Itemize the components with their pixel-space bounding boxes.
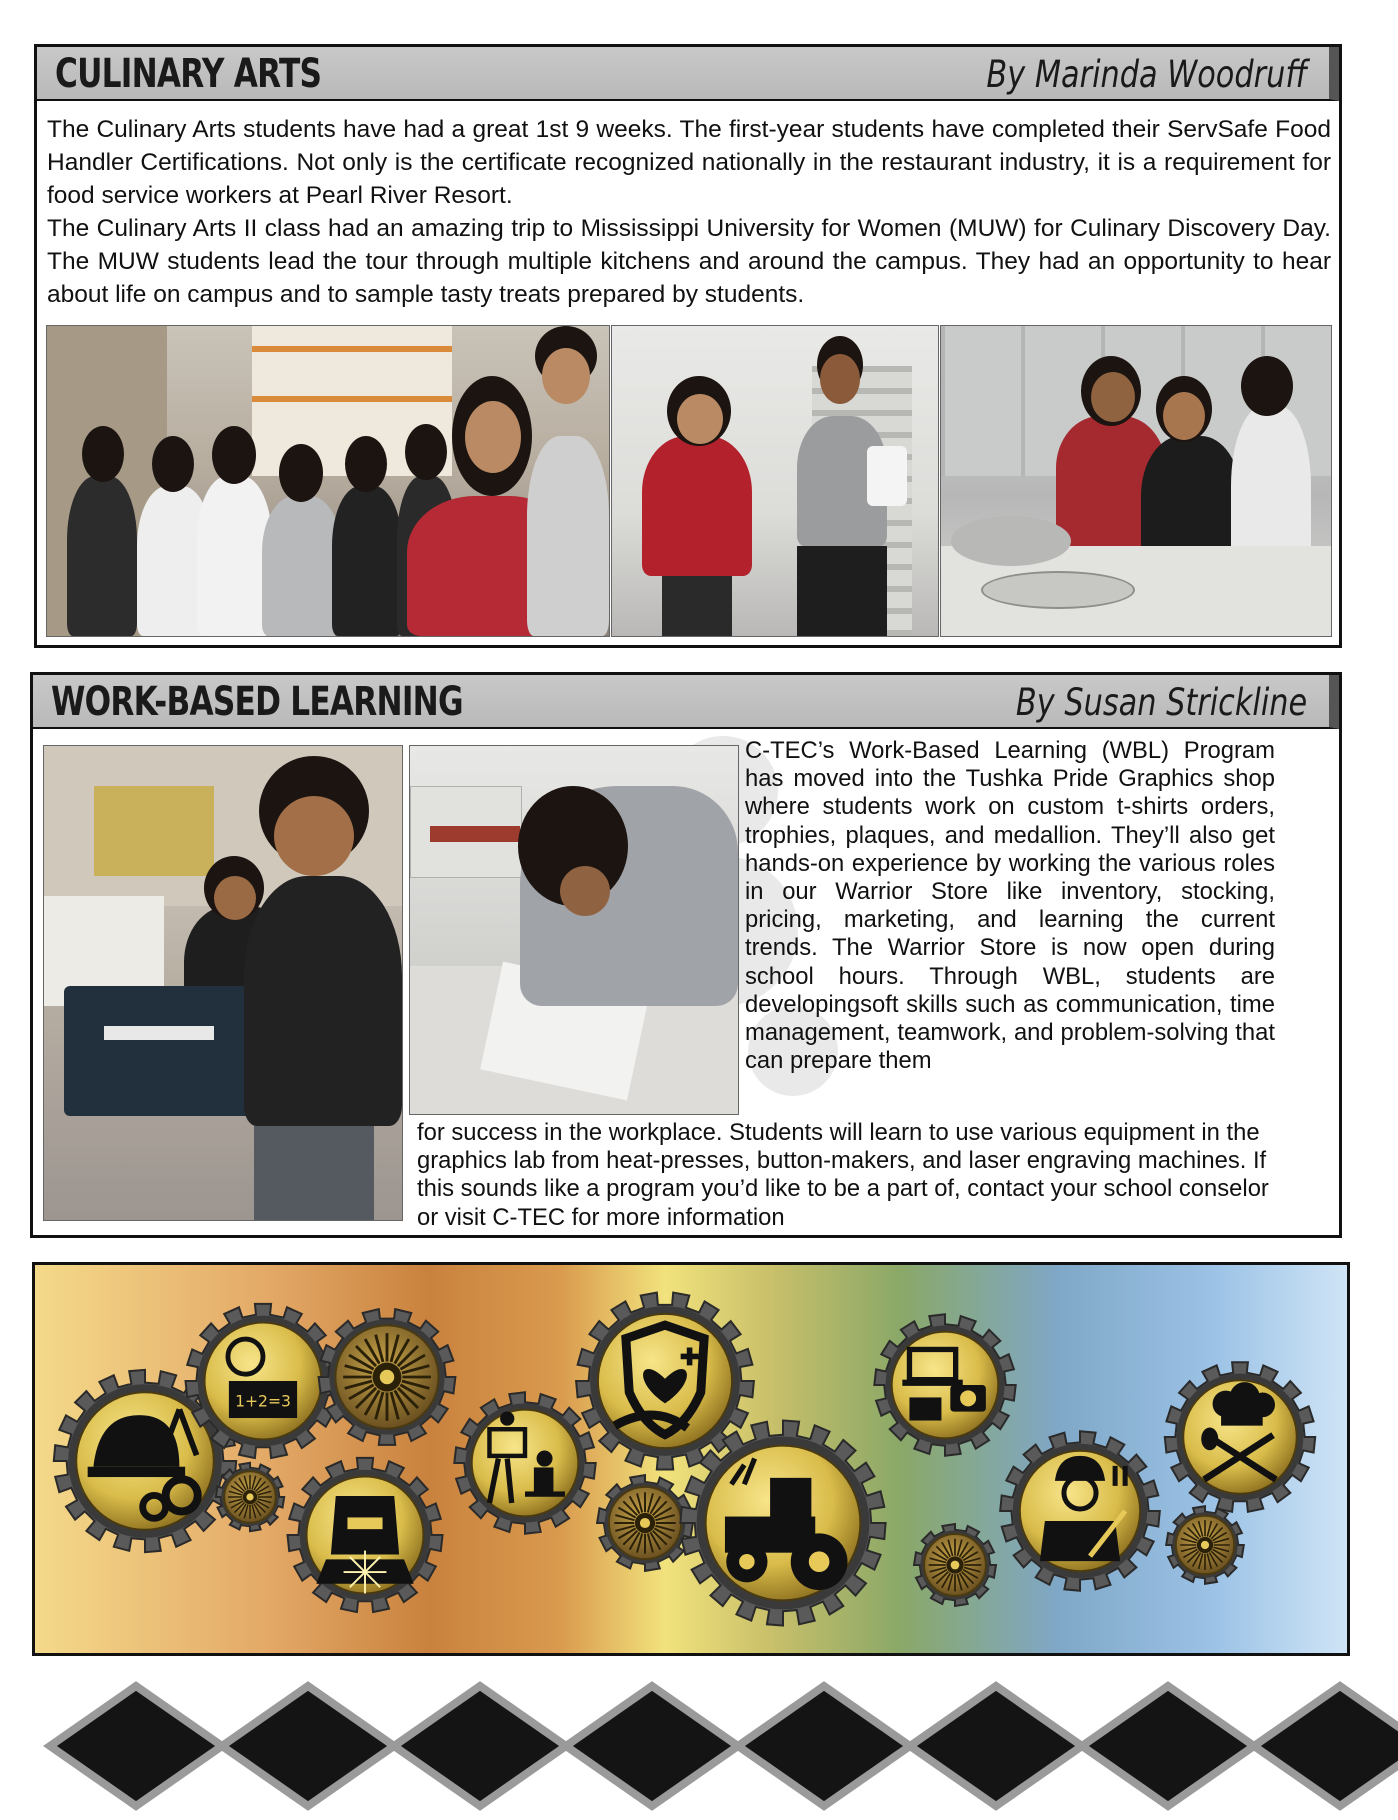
diamond-shape — [50, 1686, 222, 1806]
culinary-article-text — [47, 113, 1331, 311]
culinary-group-photo — [46, 325, 610, 637]
laptop-camera-gear — [874, 1314, 1015, 1455]
teacher-easel-gear — [454, 1392, 595, 1533]
wbl-text-bottom: for success in the workplace. Students will learn to use various equipment in the graphics lab from heat-presses, button-makers, and laser engraving machines. If this sounds like a program you’d like to be a part of, contact your school conselor or visit C-TEC for more information — [417, 1119, 1269, 1231]
small-sunburst-icon — [929, 1539, 982, 1592]
culinary-title: CULINARY ARTS — [55, 51, 322, 97]
small-sunburst-icon — [1180, 1520, 1230, 1570]
small-sunburst-gear — [1166, 1506, 1244, 1584]
sunburst-icon — [343, 1333, 431, 1421]
career-gears-banner — [32, 1262, 1350, 1656]
gears-illustration — [35, 1265, 1347, 1653]
culinary-kitchen-photo — [611, 325, 939, 637]
work-based-learning-section — [30, 672, 1342, 1238]
culinary-paragraph-2: The Culinary Arts II class had an amazing trip to Mississippi University for Women (MUW) for Culinary Discovery Day. The MUW students lead the tour through multiple kitchens and around the campus. They had an opportunity to hear about life on campus and to sample tasty treats prepared by students. — [47, 215, 1331, 308]
diamond-shape — [566, 1686, 738, 1806]
welder-gear — [288, 1458, 443, 1612]
wbl-heat-press-photo — [43, 745, 403, 1221]
wbl-byline: By Susan Strickline — [1015, 681, 1307, 724]
small-sunburst-gear — [597, 1475, 693, 1571]
culinary-paragraph-1: The Culinary Arts students have had a great 1st 9 weeks. The first-year students have completed their ServSafe Food Handler Certifications. Not only is the certificate recognized nationally in the restaurant industry, it is a requirement for food service workers at Pearl River Resort. — [47, 116, 1331, 209]
small-sunburst-icon — [228, 1475, 272, 1519]
chef-utensils-gear — [1165, 1362, 1315, 1512]
wbl-text-side: C-TEC’s Work-Based Learning (WBL) Program has moved into the Tushka Pride Graphics shop where students work on custom t-shirts orders, trophies, plaques, and medallion. They’ll also get hands-on experience by working the various roles in our Warrior Store like inventory, stocking, pricing, marketing, and learning the current trends. The Warrior Store is now open during school hours. Through WBL, students are developingsoft skills such as communication, time management, teamwork, and problem-solving that can prepare them — [745, 737, 1275, 1075]
culinary-arts-section — [34, 44, 1342, 648]
tractor-gear — [680, 1420, 885, 1625]
culinary-tasting-photo — [940, 325, 1332, 637]
diamond-shape — [738, 1686, 910, 1806]
sunburst-gear — [319, 1309, 456, 1445]
diamond-shape — [394, 1686, 566, 1806]
small-sunburst-icon — [614, 1492, 675, 1553]
mechanic-gear — [1000, 1431, 1160, 1591]
diamond-shape — [1082, 1686, 1254, 1806]
wbl-header-bar — [33, 675, 1339, 729]
culinary-byline: By Marinda Woodruff — [986, 53, 1307, 96]
chalkboard-text: 1+2=3 — [235, 1392, 291, 1411]
diamond-border — [0, 1676, 1398, 1816]
small-sunburst-gear — [914, 1524, 996, 1606]
wbl-title: WORK-BASED LEARNING — [51, 679, 463, 725]
diamond-shape — [910, 1686, 1082, 1806]
wbl-engraving-photo — [409, 745, 739, 1115]
diamond-shape — [1254, 1686, 1398, 1806]
small-sunburst-gear — [216, 1463, 284, 1531]
diamond-shape — [222, 1686, 394, 1806]
culinary-header-bar — [37, 47, 1339, 101]
